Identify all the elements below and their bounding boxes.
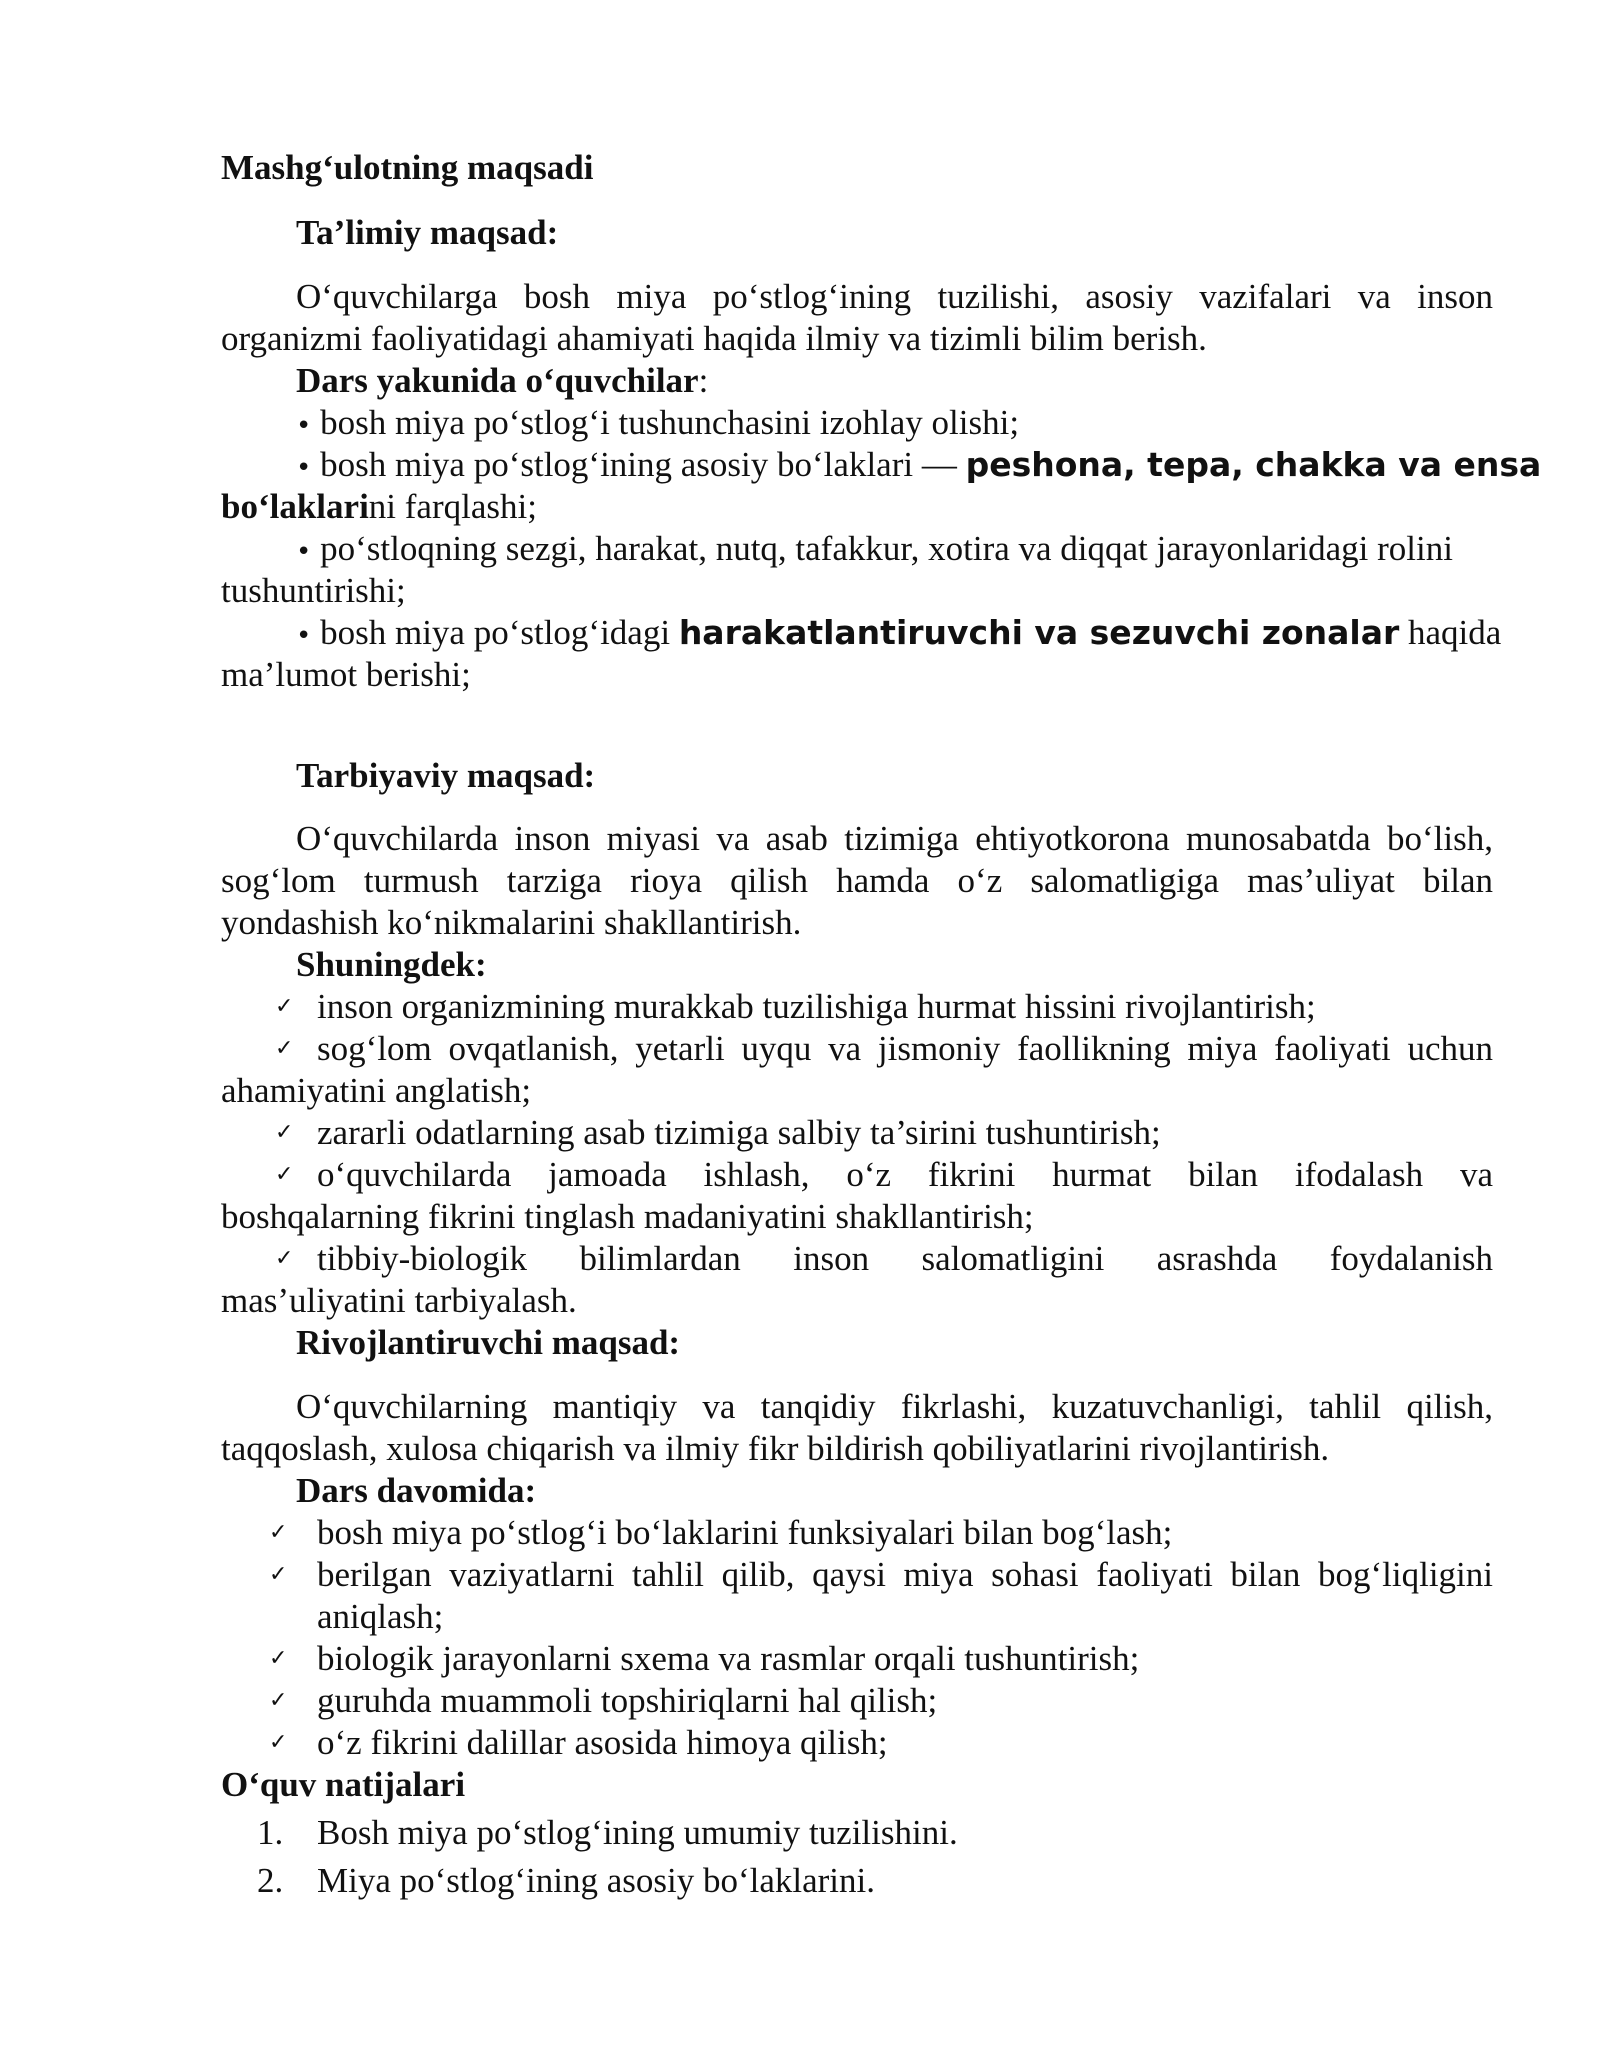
talimiy-heading: Ta’limiy maqsad:	[296, 213, 559, 252]
list-item: • po‘stloqning sezgi, harakat, nutq, tafakkur, xotira va diqqat jarayonlaridagi rolini	[296, 529, 1453, 568]
check-list-item: ✓ guruhda muammoli topshiriqlarni hal qilish;	[269, 1681, 938, 1720]
page-title: Mashg‘ulotning maqsadi	[221, 148, 594, 187]
check-icon: ✓	[275, 1246, 294, 1271]
check-list-continuation: boshqalarning fikrini tinglash madaniyatini shakllantirish;	[221, 1197, 1034, 1236]
check-list-item: ✓ sog‘lom ovqatlanish, yetarli uyqu va jismoniy faollikning miya faoliyati uchun	[275, 1029, 1493, 1068]
rivojlantiruvchi-paragraph-line: O‘quvchilarning mantiqiy va tanqidiy fikrlashi, kuzatuvchanligi, tahlil qilish,	[296, 1387, 1493, 1426]
dars-davomida-heading: Dars davomida:	[296, 1471, 537, 1510]
numbered-item: 1. Bosh miya po‘stlog‘ining umumiy tuzilishini.	[257, 1813, 958, 1852]
check-list-item: ✓ tibbiy-biologik bilimlardan inson salomatligini asrashda foydalanish	[275, 1239, 1493, 1278]
list-item: • bosh miya po‘stlog‘i tushunchasini izohlay olishi;	[296, 403, 1020, 442]
check-list-item: ✓ bosh miya po‘stlog‘i bo‘laklarini funksiyalari bilan bog‘lash;	[269, 1513, 1173, 1552]
list-item: • bosh miya po‘stlog‘idagi harakatlantiruvchi va sezuvchi zonalar haqida	[296, 613, 1502, 652]
check-icon: ✓	[269, 1730, 288, 1755]
check-list-item: ✓ o‘z fikrini dalillar asosida himoya qilish;	[269, 1723, 888, 1762]
check-icon: ✓	[275, 1120, 294, 1145]
check-list-continuation: mas’uliyatini tarbiyalash.	[221, 1281, 577, 1320]
tarbiyaviy-paragraph-line: O‘quvchilarda inson miyasi va asab tizimiga ehtiyotkorona munosabatda bo‘lish,	[296, 819, 1493, 858]
rivojlantiruvchi-paragraph-line: taqqoslash, xulosa chiqarish va ilmiy fikr bildirish qobiliyatlarini rivojlantirish.	[221, 1429, 1330, 1468]
check-icon: ✓	[269, 1646, 288, 1671]
dars-yakunida-label: Dars yakunida o‘quvchilar:	[296, 361, 709, 400]
list-item: • bosh miya po‘stlog‘ining asosiy bo‘laklari — peshona, tepa, chakka va ensa	[296, 445, 1542, 484]
check-list-continuation: ahamiyatini anglatish;	[221, 1071, 532, 1110]
natijalar-heading: O‘quv natijalari	[221, 1765, 466, 1804]
bullet-icon: •	[296, 621, 312, 651]
check-icon: ✓	[269, 1562, 288, 1587]
check-icon: ✓	[275, 1162, 294, 1187]
shuningdek-heading: Shuningdek:	[296, 945, 487, 984]
list-item-continuation: bo‘laklarini farqlashi;	[221, 487, 537, 526]
check-list-item: ✓ inson organizmining murakkab tuzilishiga hurmat hissini rivojlantirish;	[275, 987, 1316, 1026]
tarbiyaviy-heading: Tarbiyaviy maqsad:	[296, 756, 596, 795]
tarbiyaviy-paragraph-line: yondashish ko‘nikmalarini shakllantirish.	[221, 903, 802, 942]
list-item-continuation: tushuntirishi;	[221, 571, 406, 610]
bullet-icon: •	[296, 411, 312, 441]
check-list-item: ✓ zararli odatlarning asab tizimiga salbiy ta’sirini tushuntirish;	[275, 1113, 1161, 1152]
check-list-item: ✓ biologik jarayonlarni sxema va rasmlar orqali tushuntirish;	[269, 1639, 1140, 1678]
check-icon: ✓	[275, 1036, 294, 1061]
check-icon: ✓	[275, 994, 294, 1019]
tarbiyaviy-paragraph-line: sog‘lom turmush tarziga rioya qilish hamda o‘z salomatligiga mas’uliyat bilan	[221, 861, 1493, 900]
check-list-item: ✓ o‘quvchilarda jamoada ishlash, o‘z fikrini hurmat bilan ifodalash va	[275, 1155, 1493, 1194]
check-icon: ✓	[269, 1688, 288, 1713]
check-list-item: ✓ berilgan vaziyatlarni tahlil qilib, qaysi miya sohasi faoliyati bilan bog‘liqligini	[269, 1555, 1493, 1594]
check-icon: ✓	[269, 1520, 288, 1545]
talimiy-paragraph-line: O‘quvchilarga bosh miya po‘stlog‘ining tuzilishi, asosiy vazifalari va inson	[296, 277, 1493, 316]
check-list-continuation: aniqlash;	[317, 1597, 444, 1636]
numbered-item: 2. Miya po‘stlog‘ining asosiy bo‘laklarini.	[257, 1861, 875, 1900]
rivojlantiruvchi-heading: Rivojlantiruvchi maqsad:	[296, 1323, 681, 1362]
talimiy-paragraph-line: organizmi faoliyatidagi ahamiyati haqida ilmiy va tizimli bilim berish.	[221, 319, 1207, 358]
bullet-icon: •	[296, 453, 312, 483]
bullet-icon: •	[296, 537, 312, 567]
list-item-continuation: ma’lumot berishi;	[221, 655, 471, 694]
